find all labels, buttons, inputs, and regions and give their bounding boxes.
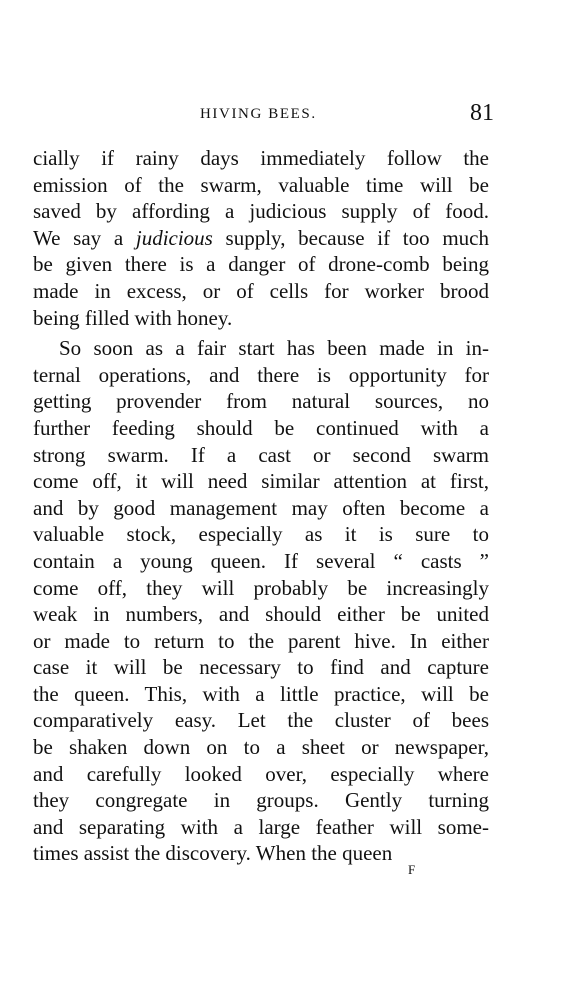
text-line: made in excess, or of cells for worker brood bbox=[33, 278, 489, 303]
text-line: valuable stock, especially as it is sure to bbox=[33, 522, 489, 547]
text-line: and by good management may often become a bbox=[33, 495, 489, 520]
text-line: and separating with a large feather will some- bbox=[33, 814, 489, 839]
text-line bbox=[33, 225, 489, 252]
signature-mark: F bbox=[408, 862, 417, 877]
text-line: contain a young queen. If several “ casts ” bbox=[33, 548, 489, 573]
text-line: saved by affording a judicious supply of food. bbox=[33, 199, 489, 224]
running-title: HIVING BEES. bbox=[200, 106, 317, 122]
text-line: ternal operations, and there is opportunity for bbox=[33, 362, 489, 387]
text-line: cially if rainy days immediately follow the bbox=[33, 146, 489, 170]
text-segment: supply, because if too much bbox=[212, 225, 489, 250]
text-line: come off, they will probably be increasingly bbox=[33, 575, 489, 600]
body-text bbox=[33, 145, 489, 867]
page-number: 81 bbox=[470, 100, 494, 126]
text-line: So soon as a fair start has been made in in- bbox=[59, 336, 489, 361]
text-line: and carefully looked over, especially where bbox=[33, 761, 489, 786]
page-header bbox=[0, 100, 577, 132]
text-line: strong swarm. If a cast or second swarm bbox=[33, 442, 489, 467]
text-line: come off, it will need similar attention at first, bbox=[33, 469, 489, 494]
paragraph bbox=[33, 335, 489, 867]
text-line: further feeding should be continued with a bbox=[33, 415, 489, 440]
text-line: getting provender from natural sources, no bbox=[33, 389, 489, 414]
text-line: comparatively easy. Let the cluster of bees bbox=[33, 708, 489, 733]
text-line: case it will be necessary to find and capture bbox=[33, 655, 489, 680]
text-line: be given there is a danger of drone-comb being bbox=[33, 252, 489, 277]
paragraph bbox=[33, 145, 489, 331]
text-line: or made to return to the parent hive. In either bbox=[33, 628, 489, 653]
italic-text: judicious bbox=[135, 225, 213, 250]
text-line: being filled with honey. bbox=[33, 305, 233, 330]
text-line: the queen. This, with a little practice, will be bbox=[33, 681, 489, 706]
text-line: weak in numbers, and should either be united bbox=[33, 602, 489, 627]
text-line: be shaken down on to a sheet or newspaper, bbox=[33, 735, 489, 760]
text-line: they congregate in groups. Gently turning bbox=[33, 788, 489, 813]
text-segment: We say a bbox=[33, 225, 136, 250]
text-line: emission of the swarm, valuable time will be bbox=[33, 172, 489, 197]
text-line: times assist the discovery. When the queen bbox=[33, 841, 393, 866]
